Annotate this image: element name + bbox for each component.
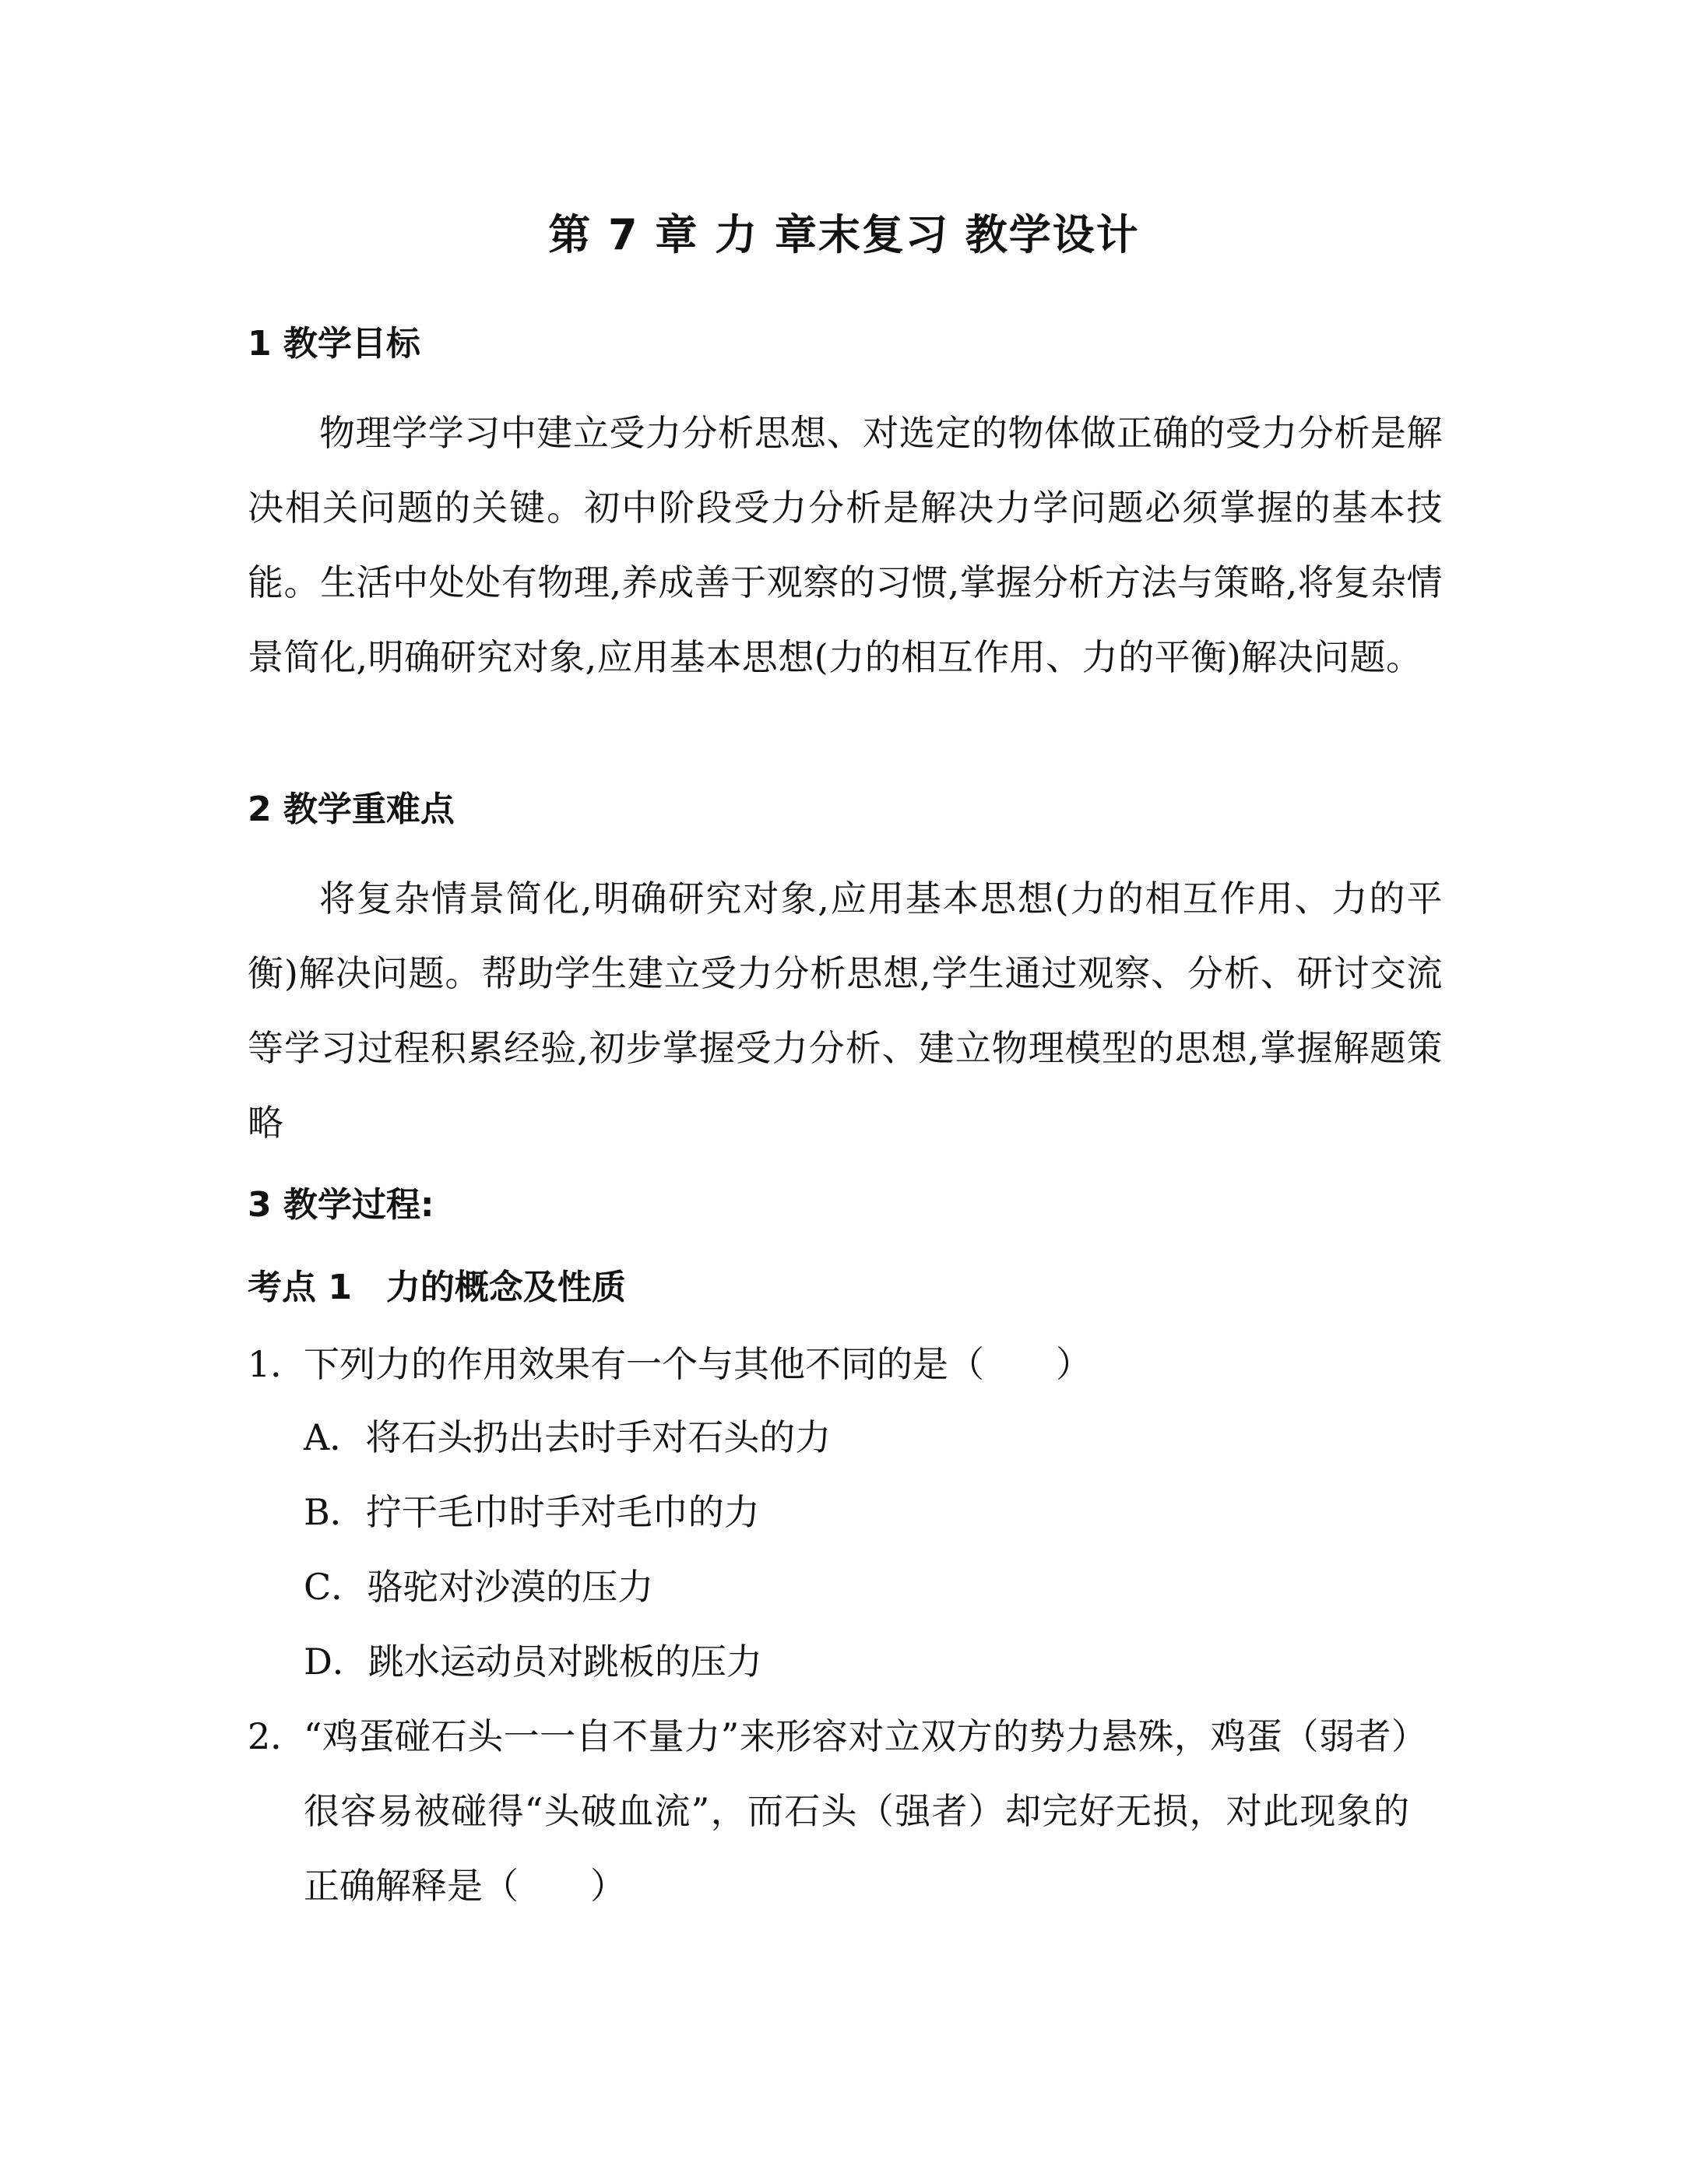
section-heading-key-points: 2 教学重难点 xyxy=(248,790,455,829)
option-c: C．骆驼对沙漠的压力 xyxy=(304,1566,654,1608)
section-heading-process: 3 教学过程: xyxy=(248,1185,434,1225)
objectives-paragraph: 物理学学习中建立受力分析思想、对选定的物体做正确的受力分析是解决相关问题的关键。初中阶段受力分析是解决力学问题必须掌握的基本技能。生活中处处有物理,养成善于观察的习惯,掌握分析方法与策略,将复杂情景简化,明确研究对象,应用基本思想(力的相互作用、力的平衡)解决问题。 xyxy=(248,412,1443,678)
key-points-paragraph: 将复杂情景简化,明确研究对象,应用基本思想(力的相互作用、力的平衡)解决问题。帮助学生建立受力分析思想,学生通过观察、分析、研讨交流等学习过程积累经验,初步掌握受力分析、建立物理模型的思想,掌握解题策略 xyxy=(248,877,1443,1144)
option-d: D．跳水运动员对跳板的压力 xyxy=(304,1641,762,1683)
option-a: A．将石头扔出去时手对石头的力 xyxy=(304,1416,832,1458)
question-number: 1． xyxy=(248,1343,307,1385)
question-stem: 下列力的作用效果有一个与其他不同的是（ ） xyxy=(304,1343,1092,1385)
page-title: 第 7 章 力 章末复习 教学设计 xyxy=(548,210,1140,259)
question-number: 2． xyxy=(248,1715,307,1757)
question-stem: “鸡蛋碰石头一一自不量力”来形容对立双方的势力悬殊，鸡蛋（弱者）很容易被碰得“头破血流”，而石头（强者）却完好无损，对此现象的正确解释是（ ） xyxy=(304,1715,1409,1907)
option-b: B．拧干毛巾时手对毛巾的力 xyxy=(304,1491,760,1533)
section-heading-objectives: 1 教学目标 xyxy=(248,324,420,364)
kaodian-heading: 考点 1 力的概念及性质 xyxy=(248,1268,626,1307)
